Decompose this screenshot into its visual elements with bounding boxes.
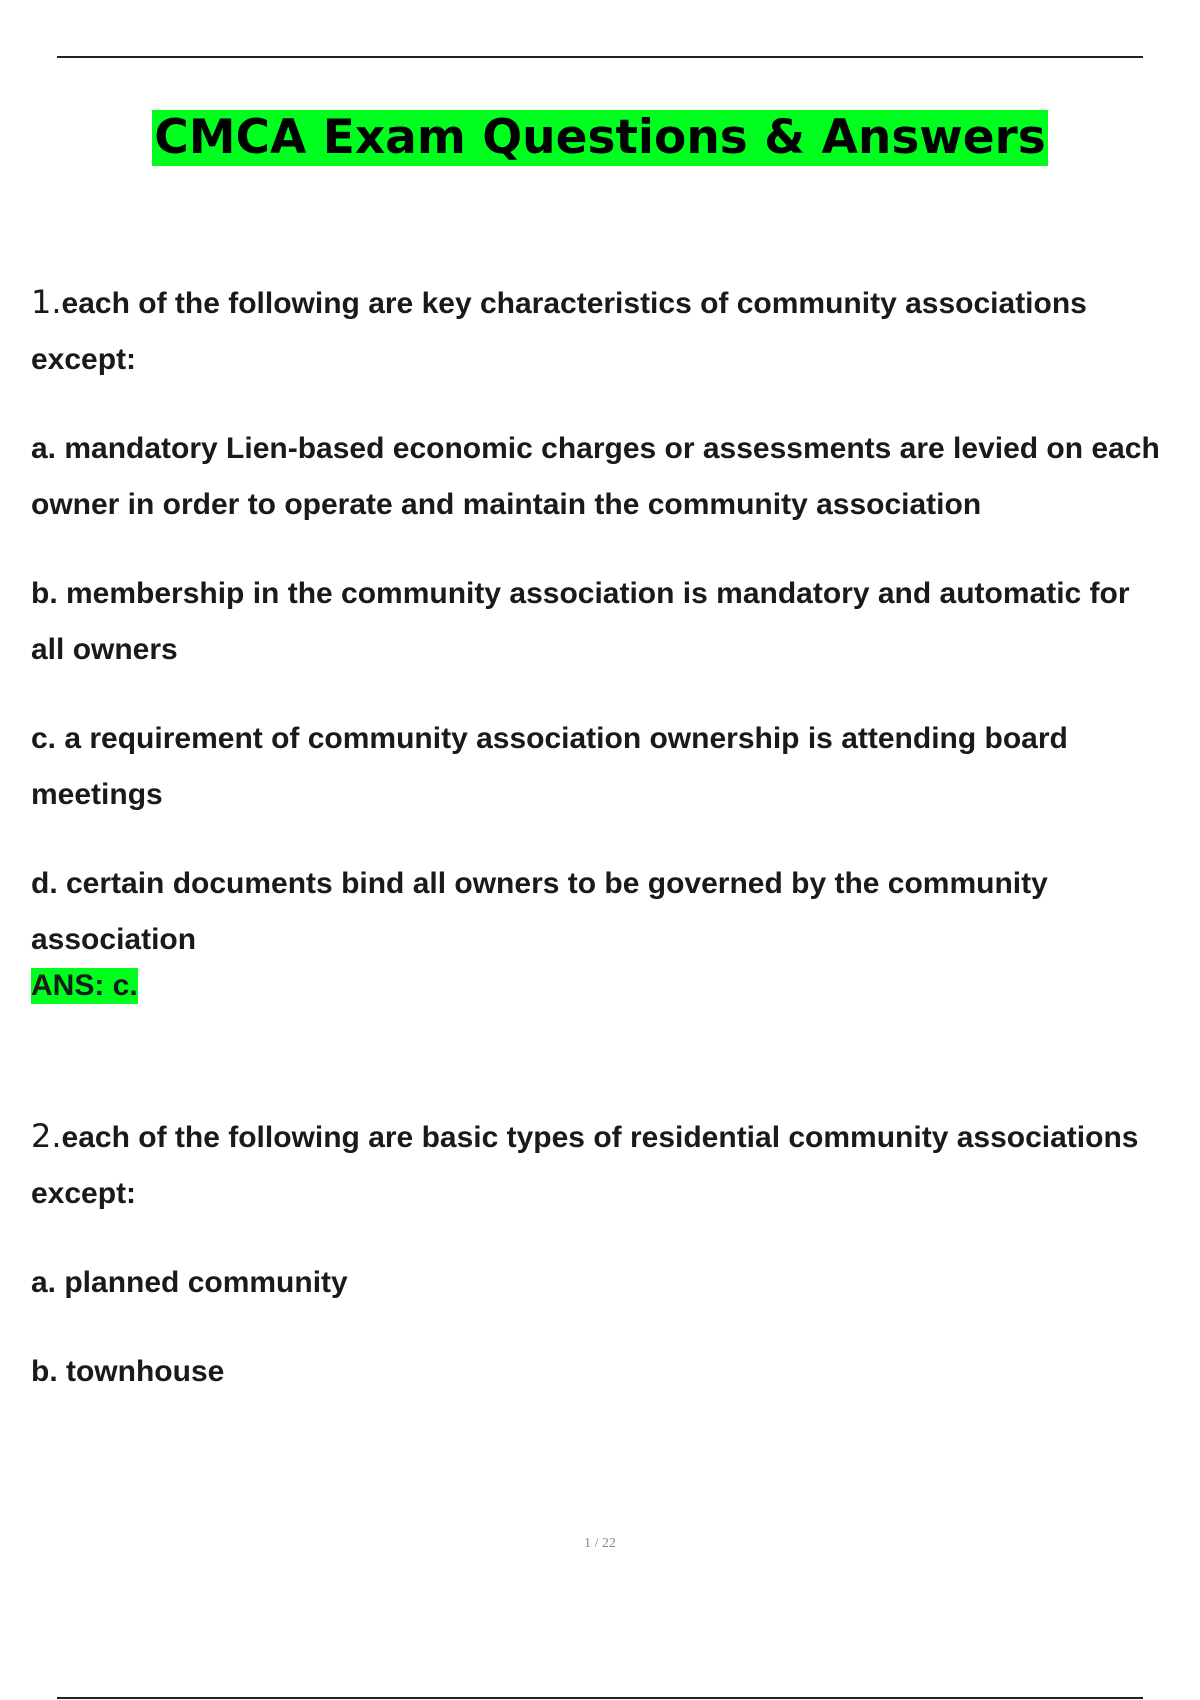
document-body (31, 274, 1171, 1400)
answer-option: b. townhouse (31, 1355, 225, 1388)
footer-rule (57, 1697, 1143, 1699)
answer-option: c. a requirement of community association ownership is attending board meetings (31, 722, 1068, 811)
document-title: CMCA Exam Questions & Answers (154, 110, 1046, 165)
question-number: 1. (31, 283, 62, 321)
title-container (0, 110, 1200, 166)
question-block (31, 274, 1171, 1004)
question-stem (31, 1108, 1171, 1222)
answer-option: a. mandatory Lien-based economic charges or assessments are levied on each owner in order to operate and maintain the community association (31, 432, 1160, 521)
answer-option: a. planned community (31, 1266, 348, 1299)
answer-option: d. certain documents bind all owners to be governed by the community association (31, 867, 1048, 956)
question-number: 2. (31, 1117, 62, 1155)
header-rule (57, 56, 1143, 58)
question-block (31, 1108, 1171, 1400)
answer-option: b. membership in the community association is mandatory and automatic for all owners (31, 577, 1130, 666)
question-text: each of the following are key characteristics of community associations except: (31, 287, 1087, 376)
question-stem (31, 274, 1171, 388)
answer-key: ANS: c. (31, 969, 138, 1002)
question-text: each of the following are basic types of residential community associations except: (31, 1121, 1139, 1210)
page-number: 1 / 22 (584, 1536, 616, 1551)
